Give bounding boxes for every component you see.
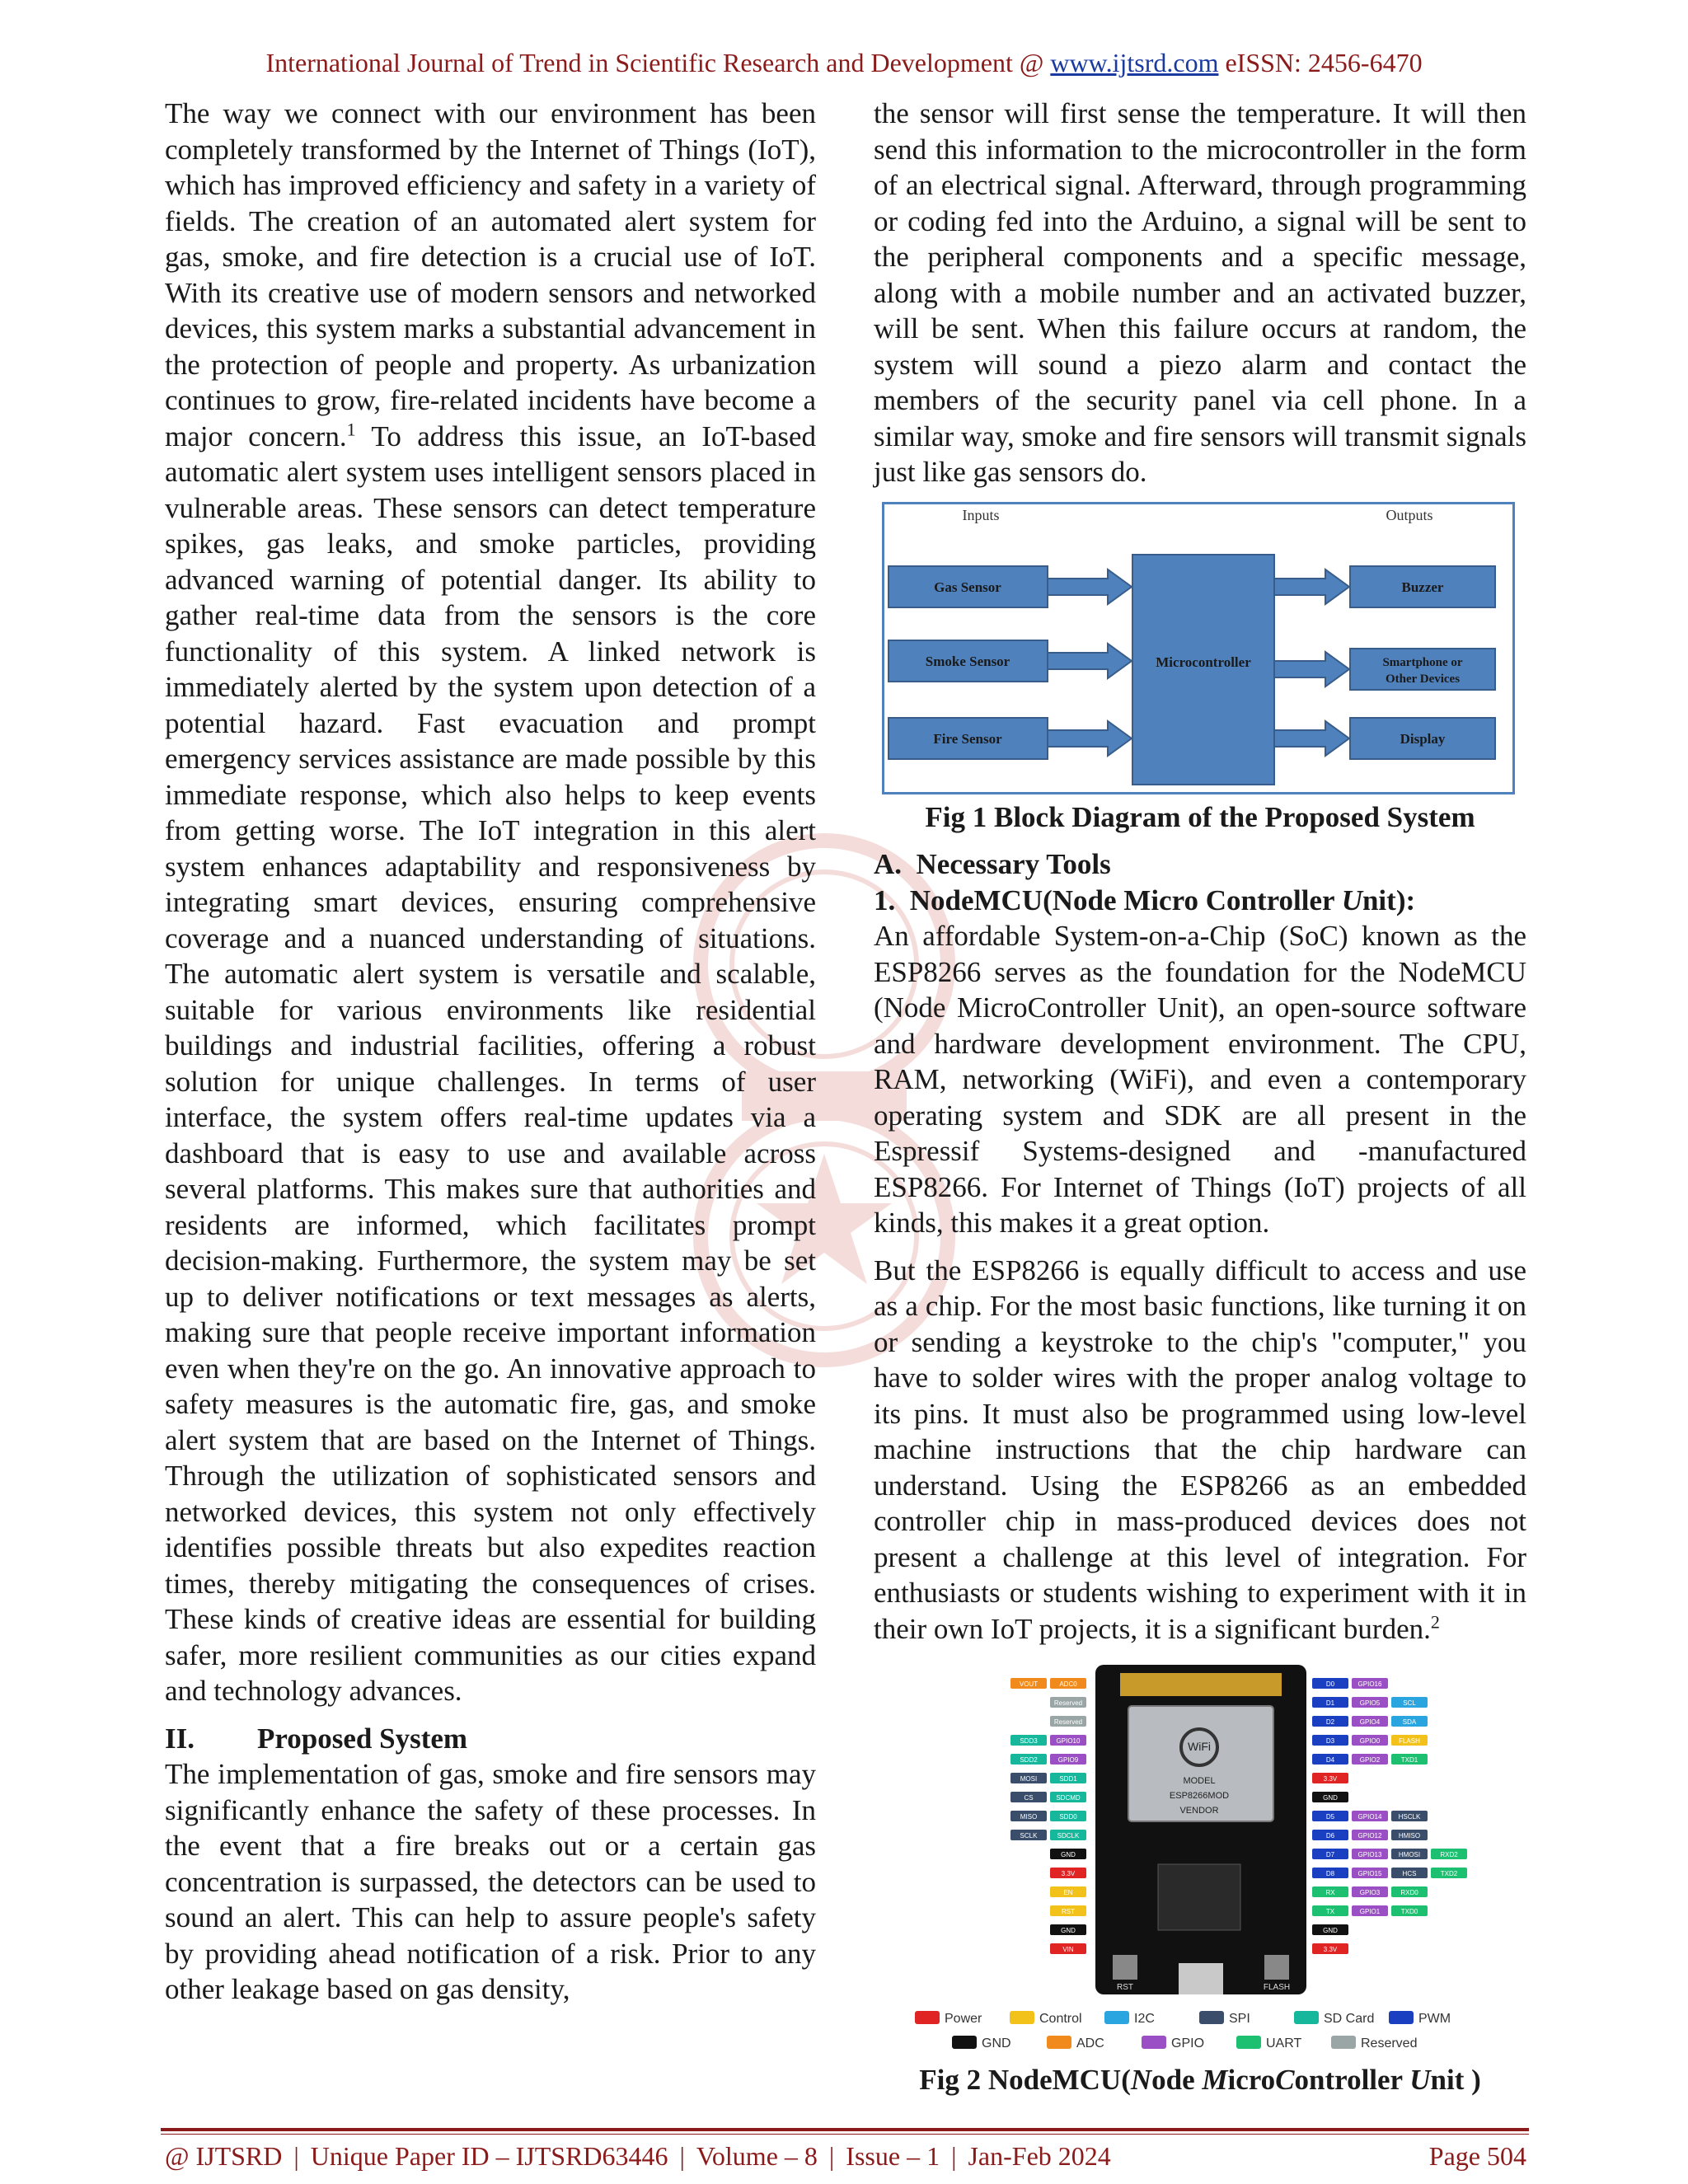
right-pin-d7 (1312, 1849, 1348, 1859)
esp8266-paragraph (874, 1253, 1526, 1647)
subsection-nodemcu-heading (874, 883, 1526, 919)
intro-paragraph (165, 96, 816, 1709)
svg-text:EN: EN (1063, 1889, 1073, 1896)
right-pin-txd2 (1431, 1868, 1467, 1878)
left-pin-en (1050, 1886, 1086, 1897)
svg-text:Power: Power (945, 2012, 982, 2026)
legend-gnd (952, 2036, 1011, 2050)
left-pin-sdd1 (1050, 1773, 1086, 1783)
left-pin-rst (1050, 1905, 1086, 1916)
fig2-caption (874, 2062, 1526, 2098)
fig1-caption: Fig 1 Block Diagram of the Proposed System (925, 800, 1475, 833)
svg-text:HSCLK: HSCLK (1398, 1813, 1421, 1821)
svg-text:RXD2: RXD2 (1440, 1851, 1458, 1858)
right-pin-gpio3 (1352, 1886, 1388, 1897)
left-pin-sdd2 (1010, 1754, 1047, 1765)
svg-text:TX: TX (1325, 1908, 1335, 1915)
svg-text:GPIO0: GPIO0 (1359, 1737, 1381, 1745)
svg-text:SDD2: SDD2 (1020, 1756, 1038, 1764)
shield-chip-label: ESP8266MOD (1169, 1791, 1230, 1801)
fig2-b: ode (1151, 2064, 1203, 2096)
legend-i2c (1104, 2011, 1155, 2026)
left-pin-reserved (1050, 1697, 1086, 1708)
footer-volume: Volume – 8 (696, 2141, 818, 2171)
svg-text:RXD0: RXD0 (1400, 1889, 1418, 1896)
svg-text:GPIO14: GPIO14 (1357, 1813, 1382, 1821)
shield-model-label: MODEL (1183, 1776, 1216, 1786)
svg-text:Reserved: Reserved (1361, 2036, 1418, 2050)
left-pin-sdd3 (1010, 1735, 1047, 1746)
right-pin-d4 (1312, 1754, 1348, 1765)
svg-text:HMOSI: HMOSI (1398, 1851, 1421, 1858)
right-pin-d5 (1312, 1811, 1348, 1821)
pinout-legend (915, 2011, 1451, 2050)
right-pin-d2 (1312, 1716, 1348, 1727)
right-pin-hsclk (1391, 1811, 1428, 1821)
section-title: Proposed System (257, 1722, 468, 1755)
legend-gpio (1142, 2036, 1204, 2050)
left-pin-gnd (1050, 1849, 1086, 1859)
right-pin-gnd (1312, 1792, 1348, 1802)
rst-button[interactable] (1113, 1955, 1137, 1980)
right-pin-rxd2 (1431, 1849, 1467, 1859)
nodemcu-heading-b: nit): (1362, 883, 1416, 916)
right-pin-tx (1312, 1905, 1348, 1916)
fig2-n: N (1130, 2064, 1152, 2096)
svg-text:GPIO3: GPIO3 (1359, 1889, 1381, 1896)
svg-text:SCLK: SCLK (1020, 1832, 1038, 1840)
svg-text:CS: CS (1024, 1794, 1034, 1802)
right-pin-d8 (1312, 1868, 1348, 1878)
right-pin-gnd (1312, 1924, 1348, 1935)
running-header (0, 48, 1688, 78)
svg-text:HCS: HCS (1402, 1870, 1417, 1877)
section-heading (165, 1721, 816, 1757)
svg-text:3.3V: 3.3V (1061, 1870, 1076, 1877)
svg-text:D6: D6 (1325, 1832, 1335, 1840)
right-pin-gpio15 (1352, 1868, 1388, 1878)
footer-page-number: Page 504 (1428, 2141, 1526, 2171)
svg-text:D7: D7 (1325, 1851, 1335, 1858)
rst-label: RST (1117, 1983, 1133, 1992)
svg-text:SDCLK: SDCLK (1057, 1832, 1080, 1840)
svg-text:GND: GND (982, 2036, 1011, 2050)
left-pin-miso (1010, 1811, 1047, 1821)
left-pin-mosi (1010, 1773, 1047, 1783)
svg-text:SCL: SCL (1403, 1699, 1416, 1707)
right-pin-txd1 (1391, 1754, 1428, 1765)
svg-text:GPIO16: GPIO16 (1357, 1680, 1382, 1688)
proposed-system-paragraph: The implementation of gas, smoke and fire sensors may significantly enhance the safety of these processes. In the event that a fire breaks out or a certain gas concentration is surpassed, the detectors can be used to sound an alert. This can help to assure people's safety by providing ahead notification of a risk. Prior to any other leakage based on gas density, (165, 1758, 816, 2005)
fig2-c: icro (1227, 2064, 1276, 2096)
left-column (165, 96, 816, 2008)
left-pin-3-3v (1050, 1868, 1086, 1878)
svg-text:GPIO: GPIO (1171, 2036, 1205, 2050)
left-pin-sclk (1010, 1830, 1047, 1840)
fig2-d: ontroller (1294, 2064, 1410, 2096)
svg-text:GPIO10: GPIO10 (1056, 1737, 1081, 1745)
micro-usb-port (1179, 1963, 1223, 1994)
footer-rule (161, 2128, 1529, 2131)
legend-sd-card (1294, 2011, 1374, 2026)
right-pin-gpio12 (1352, 1830, 1388, 1840)
right-pin-d3 (1312, 1735, 1348, 1746)
fig2-u: U (1409, 2064, 1431, 2096)
citation-2[interactable]: 2 (1430, 1610, 1440, 1632)
left-pin-sdclk (1050, 1830, 1086, 1840)
right-pin-txd0 (1391, 1905, 1428, 1916)
right-pin-hcs (1391, 1868, 1428, 1878)
right-pin-3-3v (1312, 1773, 1348, 1783)
legend-control (1010, 2011, 1082, 2026)
antenna-trace (1120, 1673, 1282, 1696)
svg-text:D2: D2 (1325, 1718, 1335, 1726)
flash-label: FLASH (1263, 1983, 1291, 1992)
fig2-a: Fig 2 NodeMCU( (919, 2064, 1131, 2096)
svg-text:VIN: VIN (1062, 1946, 1074, 1953)
footer-issue: Issue – 1 (846, 2141, 940, 2171)
microcontroller-label: Microcontroller (1156, 654, 1251, 670)
svg-text:D8: D8 (1325, 1870, 1335, 1877)
svg-text:ADC0: ADC0 (1059, 1680, 1077, 1688)
svg-text:ADC: ADC (1076, 2036, 1104, 2050)
right-pin-rxd0 (1391, 1886, 1428, 1897)
flash-button[interactable] (1264, 1955, 1289, 1980)
right-pin-scl (1391, 1697, 1428, 1708)
svg-text:GPIO13: GPIO13 (1357, 1851, 1382, 1858)
right-pin-gpio5 (1352, 1697, 1388, 1708)
shield-wifi-label: WiFi (1188, 1740, 1211, 1753)
sensor-paragraph: the sensor will first sense the temperature. It will then send this information to the microcontroller in the form of an electrical signal. Afterward, through programming or coding fed into the Arduino, a signal will be sent to the peripheral components and a specific message, along with a mobile number and an activated buzzer, will be sent. When this failure occurs at random, the system will sound a piezo alarm and contact the members of the security panel via cell phone. In a similar way, smoke and fire sensors will transmit signals just like gas sensors do. (874, 97, 1526, 488)
svg-text:TXD2: TXD2 (1440, 1870, 1458, 1877)
right-pin-rx (1312, 1886, 1348, 1897)
nodemcu-heading-u: U (1341, 883, 1362, 916)
right-pin-gpio16 (1352, 1678, 1388, 1689)
left-pin-sdd0 (1050, 1811, 1086, 1821)
smartphone-label-line2: Other Devices (1385, 672, 1461, 686)
left-pin-gpio9 (1050, 1754, 1086, 1765)
svg-text:D5: D5 (1325, 1813, 1335, 1821)
right-pin-gpio14 (1352, 1811, 1388, 1821)
svg-text:3.3V: 3.3V (1323, 1775, 1338, 1783)
left-pin-vin (1050, 1943, 1086, 1954)
right-pin-sda (1391, 1716, 1428, 1727)
buzzer-label: Buzzer (1401, 579, 1444, 595)
fig2-cc: C (1275, 2064, 1295, 2096)
intro-text-a: The way we connect with our environment has been completely transformed by the Internet of Things (IoT), which has improved efficiency and safety in a variety of fields. The creation of an automated alert system for gas, smoke, and fire detection is a crucial use of IoT. With its creative use of modern sensors and networked devices, this system marks a substantial advancement in the protection of people and property. As urbanization continues to grow, fire-related incidents have become a major concern. (165, 97, 816, 452)
right-pin-hmiso (1391, 1830, 1428, 1840)
svg-text:Reserved: Reserved (1053, 1718, 1083, 1726)
left-pin-cs (1010, 1792, 1047, 1802)
legend-pwm (1389, 2011, 1451, 2026)
legend-adc (1047, 2036, 1104, 2050)
svg-text:GPIO15: GPIO15 (1357, 1870, 1382, 1877)
inputs-label: Inputs (962, 506, 1000, 523)
svg-text:TXD0: TXD0 (1400, 1908, 1418, 1915)
legend-power (915, 2011, 982, 2026)
right-pin-hmosi (1391, 1849, 1428, 1859)
right-pin-gpio13 (1352, 1849, 1388, 1859)
intro-text-b: To address this issue, an IoT-based automatic alert system uses intelligent sensors placed in vulnerable areas. These sensors can detect temperature spikes, gas leaks, and smoke particles, providing advanced warning of potential danger. Its ability to gather real-time data from the sensors is the core functionality of this system. A linked network is immediately alerted by the system upon detection of a potential hazard. Fast evacuation and prompt emergency services assistance are made possible by this immediate response, which also helps to keep events from getting worse. The IoT integration in this alert system enhances adaptability and responsiveness by integrating smart devices, ensuring comprehensive coverage and a nuanced understanding of situations. The automatic alert system is versatile and scalable, suitable for various environments like residential buildings and industrial facilities, offering a robust solution for unique challenges. In terms of user interface, the system offers real-time updates via a dashboard that is easy to use and available across several platforms. This makes sure that authorities and residents are informed, which facilitates prompt decision-making. Furthermore, the system may be set up to deliver notifications or text messages as alerts, making sure that people receive important information even when they're on the go. An innovative approach to safety measures is the automatic fire, gas, and smoke alert system that are based on the Internet of Things. Through the utilization of sophisticated sensors and networked devices, this system not only effectively identifies possible threats but also expedites reaction times, thereby mitigating the consequences of crises. These kinds of creative ideas are essential for building safer, more resilient communities as our cities expand and technology advances. (165, 419, 816, 1707)
svg-text:SDD3: SDD3 (1020, 1737, 1038, 1745)
right-pin-gpio2 (1352, 1754, 1388, 1765)
journal-url-link[interactable]: www.ijtsrd.com (1050, 48, 1219, 77)
svg-text:SPI: SPI (1229, 2012, 1250, 2026)
svg-text:GPIO4: GPIO4 (1359, 1718, 1381, 1726)
fig2-m: M (1202, 2064, 1228, 2096)
svg-text:SD Card: SD Card (1324, 2012, 1375, 2026)
svg-text:SDA: SDA (1402, 1718, 1417, 1726)
subsection-necessary-tools: A. Necessary Tools (874, 848, 1111, 880)
svg-text:MISO: MISO (1020, 1813, 1038, 1821)
left-pin-reserved (1050, 1716, 1086, 1727)
right-pin-gpio0 (1352, 1735, 1388, 1746)
svg-text:GND: GND (1061, 1851, 1076, 1858)
block-diagram-figure (882, 502, 1515, 794)
svg-text:HMISO: HMISO (1398, 1832, 1421, 1840)
usb-uart-chip (1158, 1864, 1240, 1930)
svg-text:FLASH: FLASH (1399, 1737, 1420, 1745)
svg-text:Control: Control (1039, 2012, 1082, 2026)
svg-text:D0: D0 (1325, 1680, 1335, 1688)
svg-text:Reserved: Reserved (1053, 1699, 1083, 1707)
svg-text:I2C: I2C (1134, 2012, 1155, 2026)
left-pin-adc0 (1050, 1678, 1086, 1689)
right-pin-3-3v (1312, 1943, 1348, 1954)
svg-text:GND: GND (1323, 1794, 1338, 1802)
footer-rule-thin (161, 2134, 1529, 2135)
svg-text:GPIO12: GPIO12 (1357, 1832, 1382, 1840)
running-footer: @ IJTSRD | Unique Paper ID – IJTSRD63446 | Volume – 8 | Issue – 1 | Jan-Feb 2024 Page 504 (165, 2141, 1526, 2171)
journal-name: International Journal of Trend in Scientific Research and Development @ (265, 48, 1044, 77)
fire-sensor-label: Fire Sensor (933, 730, 1002, 747)
svg-text:GPIO5: GPIO5 (1359, 1699, 1381, 1707)
svg-text:SDCMD: SDCMD (1056, 1794, 1081, 1802)
right-pin-gpio1 (1352, 1905, 1388, 1916)
citation-1[interactable]: 1 (346, 418, 356, 439)
left-pin-vout (1010, 1678, 1047, 1689)
svg-text:D4: D4 (1325, 1756, 1335, 1764)
svg-text:D1: D1 (1325, 1699, 1335, 1707)
nodemcu-heading-a: 1. NodeMCU(Node Micro Controller (874, 883, 1342, 916)
svg-text:PWM: PWM (1418, 2012, 1451, 2026)
smoke-sensor-label: Smoke Sensor (925, 653, 1010, 669)
svg-text:3.3V: 3.3V (1323, 1946, 1338, 1953)
svg-text:D3: D3 (1325, 1737, 1335, 1745)
right-pin-d6 (1312, 1830, 1348, 1840)
gas-sensor-label: Gas Sensor (934, 579, 1001, 595)
shield-vendor-label: VENDOR (1179, 1806, 1219, 1816)
svg-text:VOUT: VOUT (1019, 1680, 1039, 1688)
eissn: eISSN: 2456-6470 (1225, 48, 1423, 77)
svg-text:GND: GND (1061, 1927, 1076, 1934)
left-pin-gpio10 (1050, 1735, 1086, 1746)
svg-text:UART: UART (1266, 2036, 1302, 2050)
right-pin-d1 (1312, 1697, 1348, 1708)
left-pin-gnd (1050, 1924, 1086, 1935)
esp8266-text: But the ESP8266 is equally difficult to access and use as a chip. For the most basic functions, like turning it on or sending a keystroke to the chip's "computer," you have to solder wires with the proper analog voltage to its pins. It must also be programmed using low-level machine instructions that the chip hardware can understand. Using the ESP8266 as an embedded controller chip in mass-produced devices does not present a challenge at this level of integration. For enthusiasts or students wishing to experiment with it in their own IoT projects, it is a significant burden. (874, 1254, 1526, 1645)
fig2-e: nit ) (1430, 2064, 1481, 2096)
outputs-label: Outputs (1386, 506, 1433, 523)
svg-text:GPIO9: GPIO9 (1057, 1756, 1079, 1764)
right-pin-gpio4 (1352, 1716, 1388, 1727)
svg-text:GPIO1: GPIO1 (1359, 1908, 1381, 1915)
footer-date: Jan-Feb 2024 (968, 2141, 1111, 2171)
right-pin-flash (1391, 1735, 1428, 1746)
svg-text:RX: RX (1325, 1889, 1335, 1896)
svg-text:SDD1: SDD1 (1059, 1775, 1077, 1783)
smartphone-label-line1: Smartphone or (1382, 655, 1463, 669)
svg-text:SDD0: SDD0 (1059, 1813, 1077, 1821)
svg-text:MOSI: MOSI (1020, 1775, 1038, 1783)
nodemcu-paragraph: An affordable System-on-a-Chip (SoC) known as the ESP8266 serves as the foundation for the NodeMCU (Node MicroController Unit), an open-source software and hardware development environment. The CPU, RAM, networking (WiFi), and even a contemporary operating system and SDK are all present in the Espressif Systems-designed and -manufactured ESP8266. For Internet of Things (IoT) projects of all kinds, this makes it a great option. (874, 920, 1526, 1239)
right-column (874, 96, 1526, 2098)
left-pin-sdcmd (1050, 1792, 1086, 1802)
svg-text:GND: GND (1323, 1927, 1338, 1934)
section-number: II. (165, 1722, 195, 1755)
legend-uart (1236, 2036, 1301, 2050)
svg-text:TXD1: TXD1 (1400, 1756, 1418, 1764)
svg-text:RST: RST (1062, 1908, 1075, 1915)
legend-reserved (1331, 2036, 1417, 2050)
nodemcu-pinout-figure (874, 1658, 1526, 2057)
footer-copyright: @ IJTSRD (165, 2141, 283, 2171)
svg-text:GPIO2: GPIO2 (1359, 1756, 1381, 1764)
right-pin-d0 (1312, 1678, 1348, 1689)
legend-spi (1199, 2011, 1250, 2026)
display-label: Display (1400, 730, 1446, 747)
footer-paper-id: Unique Paper ID – IJTSRD63446 (310, 2141, 668, 2171)
